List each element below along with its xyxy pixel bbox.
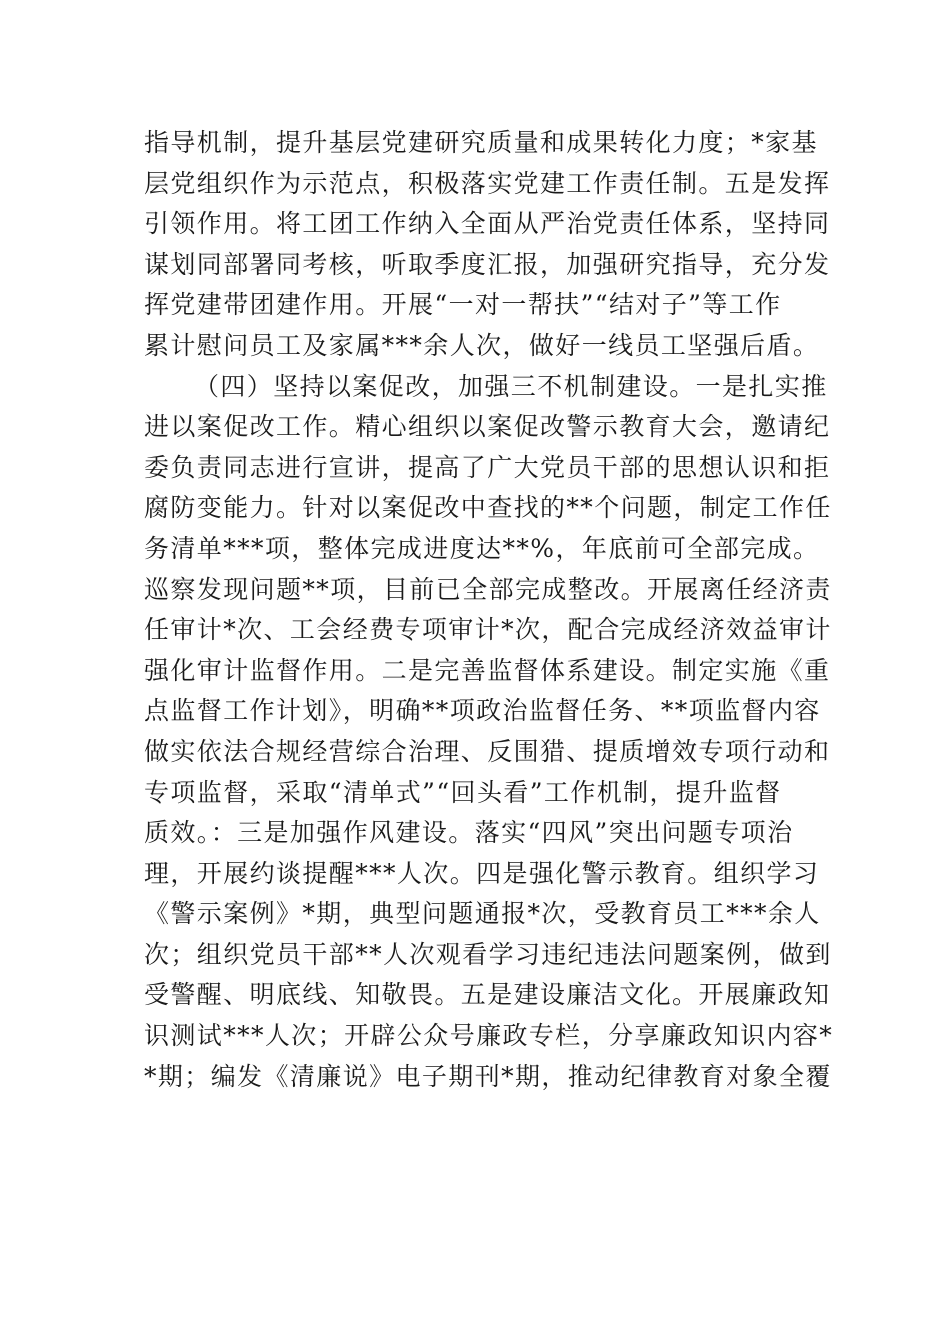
text-line: 层党组织作为示范点，积极落实党建工作责任制。五是发挥 xyxy=(144,168,831,198)
text-line: 识测试***人次；开辟公众号廉政专栏，分享廉政知识内容* xyxy=(144,1021,834,1051)
text-line: 强化审计监督作用。二是完善监督体系建设。制定实施《重 xyxy=(144,655,831,685)
text-line: 引领作用。将工团工作纳入全面从严治党责任体系，坚持同 xyxy=(144,209,831,239)
text-line: 次；组织党员干部**人次观看学习违纪违法问题案例，做到 xyxy=(144,939,832,969)
text-line: 理，开展约谈提醒***人次。四是强化警示教育。组织学习 xyxy=(144,858,820,888)
text-line: 指导机制，提升基层党建研究质量和成果转化力度；*家基 xyxy=(144,128,818,157)
section-heading-line: （四）坚持以案促改，加强三不机制建设。一是扎实推 xyxy=(194,371,828,401)
text-line: 腐防变能力。针对以案促改中查找的**个问题，制定工作任 xyxy=(144,493,832,523)
text-line: 做实依法合规经营综合治理、反围猎、提质增效专项行动和 xyxy=(144,736,831,766)
text-line: 进以案促改工作。精心组织以案促改警示教育大会，邀请纪 xyxy=(144,412,831,442)
text-line: 《警示案例》*期，典型问题通报*次，受教育员工***余人 xyxy=(144,899,821,929)
text-line: 务清单***项，整体完成进度达**%，年底前可全部完成。 xyxy=(144,533,820,563)
text-line: 质效。：三是加强作风建设。落实“四风”突出问题专项治 xyxy=(144,818,794,848)
text-line: 谋划同部署同考核，听取季度汇报，加强研究指导，充分发 xyxy=(144,249,831,279)
text-line: 累计慰问员工及家属***余人次，做好一线员工坚强后盾。 xyxy=(144,330,820,360)
text-line: 任审计*次、工会经费专项审计*次，配合完成经济效益审计 xyxy=(144,615,832,645)
text-line: 点监督工作计划》，明确**项政治监督任务、**项监督内容 xyxy=(144,696,821,726)
text-line: 挥党建带团建作用。开展“一对一帮扶”“结对子”等工作 xyxy=(144,290,782,320)
body-text xyxy=(144,123,834,1097)
text-line: 受警醒、明底线、知敬畏。五是建设廉洁文化。开展廉政知 xyxy=(144,980,831,1010)
text-line: *期；编发《清廉说》电子期刊*期，推动纪律教育对象全覆 xyxy=(144,1061,832,1091)
text-line: 巡察发现问题**项，目前已全部完成整改。开展离任经济责 xyxy=(144,574,832,604)
text-line: 专项监督，采取“清单式”“回头看”工作机制，提升监督 xyxy=(144,777,782,807)
text-line: 委负责同志进行宣讲，提高了广大党员干部的思想认识和拒 xyxy=(144,452,831,482)
